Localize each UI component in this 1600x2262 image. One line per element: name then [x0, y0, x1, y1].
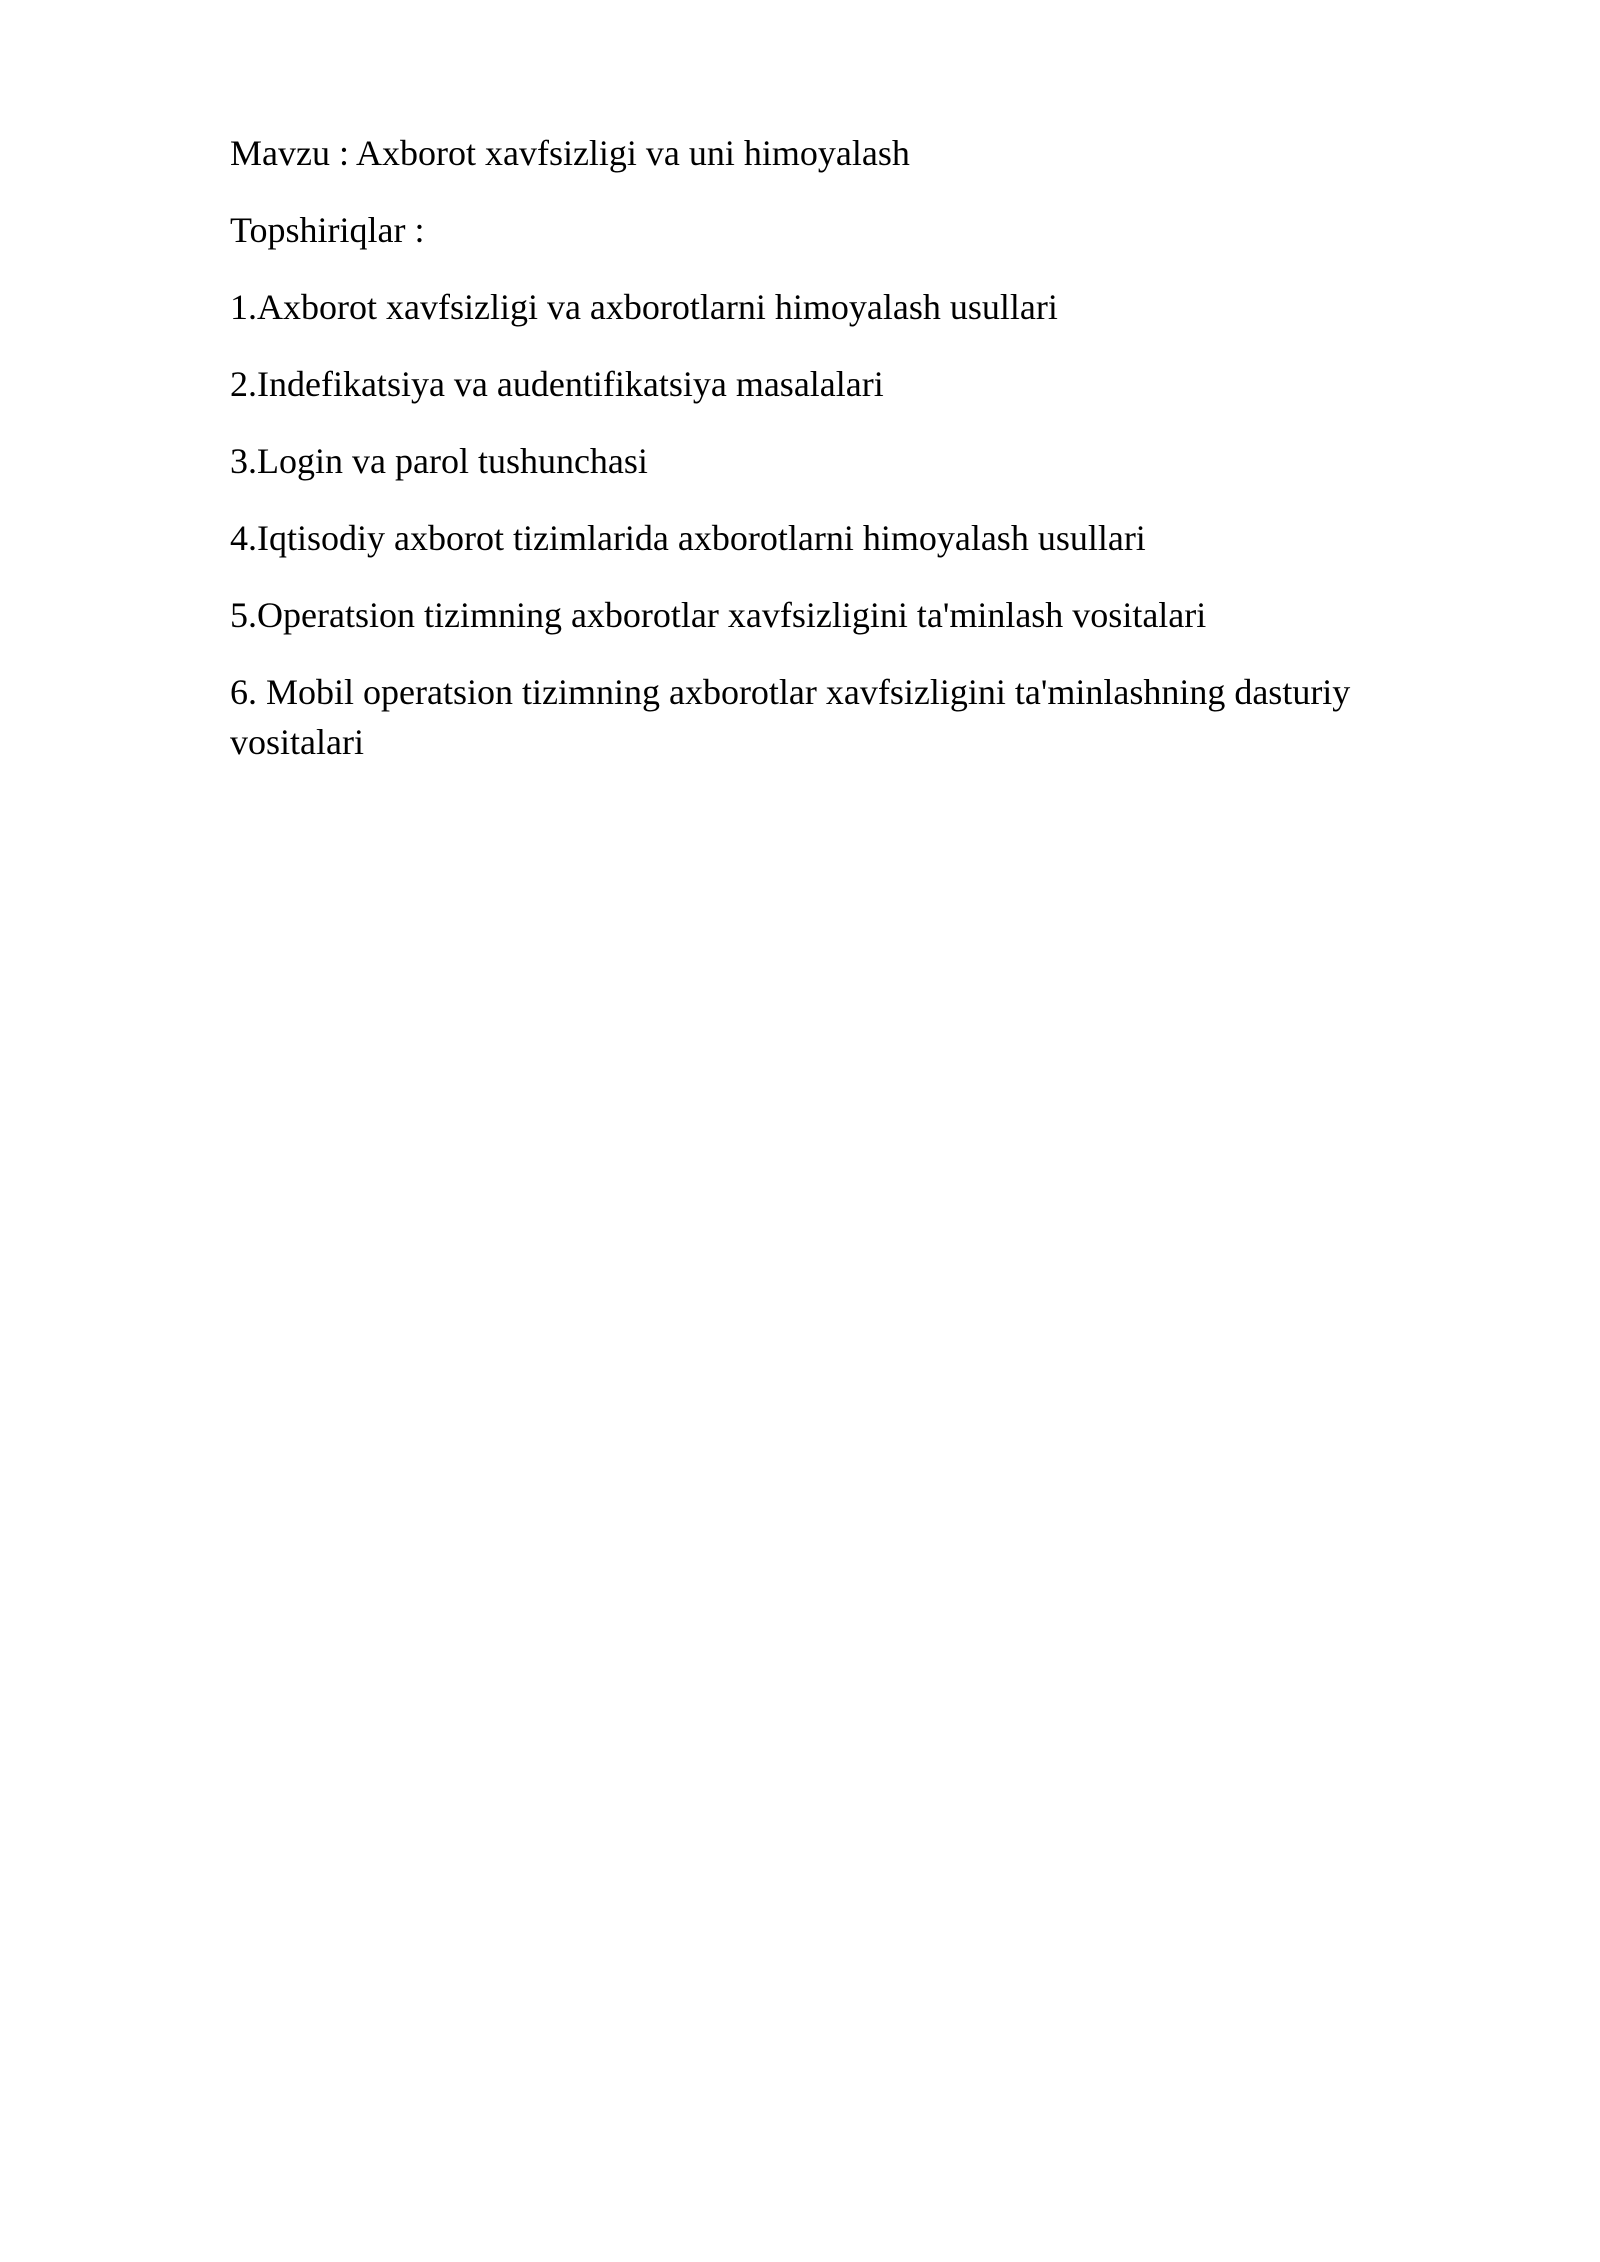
- task-item-4: 4.Iqtisodiy axborot tizimlarida axborotlarni himoyalash usullari: [230, 518, 1146, 558]
- task-item-5: 5.Operatsion tizimning axborotlar xavfsizligini ta'minlash vositalari: [230, 595, 1207, 635]
- task-item-2: 2.Indefikatsiya va audentifikatsiya masalalari: [230, 364, 884, 404]
- tasks-heading: Topshiriqlar :: [230, 210, 425, 250]
- document-body: [230, 128, 1430, 794]
- task-item-1: 1.Axborot xavfsizligi va axborotlarni himoyalash usullari: [230, 287, 1058, 327]
- task-item-3: 3.Login va parol tushunchasi: [230, 441, 648, 481]
- topic-line: Mavzu : Axborot xavfsizligi va uni himoyalash: [230, 133, 910, 173]
- task-item-6: 6. Mobil operatsion tizimning axborotlar xavfsizligini ta'minlashning dasturiy vositalari: [230, 672, 1351, 762]
